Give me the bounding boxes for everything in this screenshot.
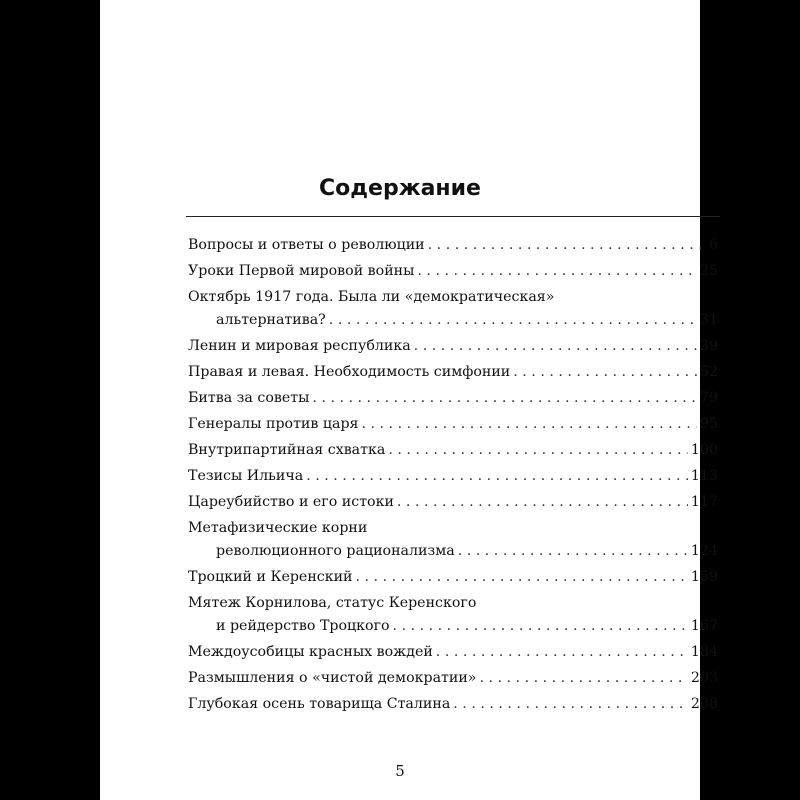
toc-entry-page: 100	[690, 442, 718, 458]
toc-entry-title: Генералы против царя	[188, 416, 359, 432]
toc-dot-leader	[362, 413, 697, 436]
toc-entry[interactable]	[188, 517, 718, 563]
toc-entry-title: альтернатива?	[216, 312, 326, 328]
toc-entry[interactable]	[188, 361, 718, 384]
toc-entry[interactable]	[188, 387, 718, 410]
toc-dot-leader	[428, 234, 706, 257]
toc-entry-title: Правая и левая. Необходимость симфонии	[188, 364, 511, 380]
toc-entry-line	[188, 491, 718, 514]
toc-entry[interactable]	[188, 592, 718, 638]
toc-dot-leader	[356, 566, 688, 589]
toc-entry-line	[188, 566, 718, 589]
toc-entry-line	[188, 439, 718, 462]
toc-dot-leader	[388, 439, 688, 462]
toc-dot-leader	[414, 335, 697, 358]
toc-dot-leader	[417, 260, 697, 283]
toc-entry-line	[188, 234, 718, 257]
toc-entry-page: 167	[690, 618, 718, 634]
toc-entry-page: 39	[699, 338, 718, 354]
toc-dot-leader	[329, 309, 697, 332]
toc-entry-page: 95	[699, 416, 718, 432]
toc-entry-line	[188, 309, 718, 332]
toc-entry-title: Внутрипартийная схватка	[188, 442, 386, 458]
toc-entry-title: Мятеж Корнилова, статус Керенского	[188, 595, 477, 611]
toc-entry-title: Битва за советы	[188, 390, 310, 406]
toc-entry-title: Вопросы и ответы о революции	[188, 237, 425, 253]
toc-entry-line	[188, 592, 718, 615]
toc-entry[interactable]	[188, 234, 718, 257]
toc-entry-line	[188, 413, 718, 436]
toc-entry-title: Размышления о «чистой демократии»	[188, 670, 477, 686]
book-page	[100, 0, 718, 800]
toc-entry-line	[188, 641, 718, 664]
toc-entry-title: и рейдерство Троцкого	[216, 618, 390, 634]
page-number: 5	[395, 762, 405, 780]
toc-dot-leader	[393, 615, 688, 638]
toc-entry-page: 113	[690, 468, 718, 484]
page-title: Содержание	[319, 176, 481, 201]
toc-entry-page: 31	[699, 312, 718, 328]
toc-entry-page: 159	[690, 569, 718, 585]
toc-dot-leader	[306, 465, 688, 488]
toc-entry-line	[188, 540, 718, 563]
toc-entry-line	[188, 517, 718, 540]
toc-entry-page: 184	[690, 644, 718, 660]
toc-dot-leader	[479, 667, 687, 690]
toc-entry-line	[188, 387, 718, 410]
toc-entry-title: Междоусобицы красных вождей	[188, 644, 433, 660]
toc-dot-leader	[397, 491, 688, 514]
toc-entry-page: 124	[690, 543, 718, 559]
toc-entry[interactable]	[188, 413, 718, 436]
toc-entry-page: 79	[699, 390, 718, 406]
toc-entry-title: Тезисы Ильича	[188, 468, 304, 484]
toc-entry-line	[188, 615, 718, 638]
toc-entry-page: 203	[690, 670, 718, 686]
title-divider	[186, 216, 720, 217]
toc-entry-title: Октябрь 1917 года. Была ли «демократическая»	[188, 289, 555, 305]
toc-entry[interactable]	[188, 566, 718, 589]
left-black-margin	[0, 0, 100, 800]
toc-entry[interactable]	[188, 465, 718, 488]
toc-entry-page: 6	[708, 237, 718, 253]
toc-entry-line	[188, 335, 718, 358]
toc-entry-line	[188, 361, 718, 384]
toc-entry-title: Троцкий и Керенский	[188, 569, 353, 585]
toc-entry[interactable]	[188, 260, 718, 283]
toc-entry-title: Цареубийство и его истоки	[188, 494, 394, 510]
toc-entry-line	[188, 465, 718, 488]
table-of-contents	[188, 234, 718, 719]
toc-dot-leader	[436, 641, 688, 664]
toc-entry[interactable]	[188, 439, 718, 462]
toc-entry-title: революционного рационализма	[216, 543, 455, 559]
toc-entry[interactable]	[188, 335, 718, 358]
toc-entry-title: Метафизические корни	[188, 520, 368, 536]
toc-entry-title: Уроки Первой мировой войны	[188, 263, 415, 279]
toc-entry-page: 117	[690, 494, 718, 510]
toc-entry[interactable]	[188, 641, 718, 664]
toc-entry-line	[188, 286, 718, 309]
toc-entry[interactable]	[188, 667, 718, 690]
toc-entry-line	[188, 260, 718, 283]
toc-entry-page: 25	[699, 263, 718, 279]
toc-entry[interactable]	[188, 286, 718, 332]
toc-dot-leader	[458, 540, 688, 563]
toc-entry-title: Ленин и мировая республика	[188, 338, 411, 354]
toc-dot-leader	[453, 693, 688, 716]
toc-entry-title: Глубокая осень товарища Сталина	[188, 696, 451, 712]
toc-entry-line	[188, 693, 718, 716]
toc-entry-page: 208	[690, 696, 718, 712]
toc-entry[interactable]	[188, 693, 718, 716]
toc-dot-leader	[513, 361, 697, 384]
toc-entry-page: 52	[699, 364, 718, 380]
toc-entry[interactable]	[188, 491, 718, 514]
toc-dot-leader	[312, 387, 697, 410]
toc-entry-line	[188, 667, 718, 690]
